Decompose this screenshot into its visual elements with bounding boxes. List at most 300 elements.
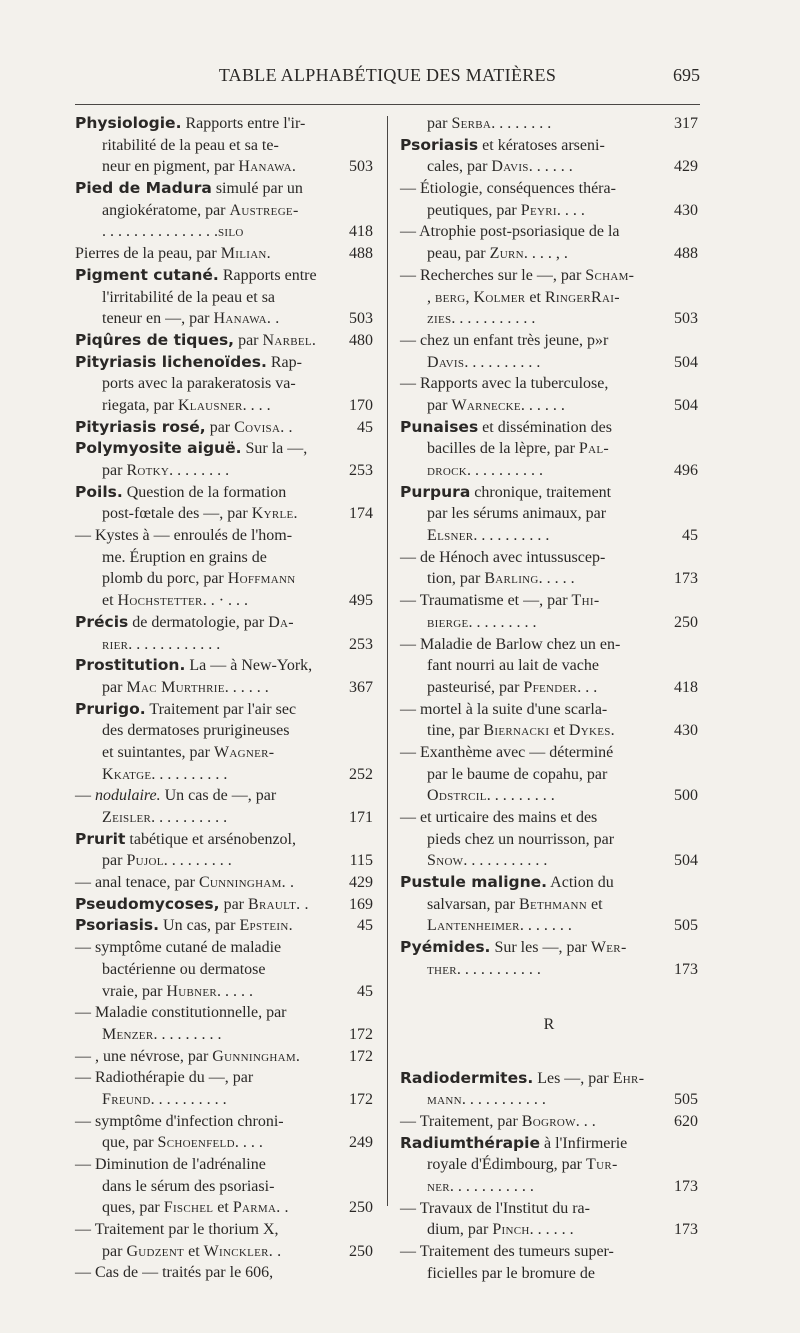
leader-dots: . . . . . . . . . bbox=[468, 613, 537, 631]
page-ref: 500 bbox=[674, 787, 698, 805]
index-entry bbox=[400, 178, 698, 221]
entry-line bbox=[400, 677, 698, 699]
entry-line bbox=[75, 1132, 373, 1154]
entry-text: ritabilité de la peau et sa te- bbox=[102, 136, 279, 154]
entry-line bbox=[400, 699, 698, 721]
index-entry bbox=[400, 1068, 698, 1111]
entry-text: La — à New-York, bbox=[185, 657, 313, 675]
entry-text: — anal tenace, par bbox=[75, 874, 199, 892]
author-name: Austrege- bbox=[229, 201, 299, 219]
entry-line bbox=[75, 1089, 373, 1111]
entry-text: par bbox=[219, 895, 248, 913]
page-ref: 172 bbox=[349, 1025, 373, 1043]
page-ref: 253 bbox=[349, 462, 373, 479]
page-ref: 45 bbox=[357, 917, 373, 935]
entry-text: par bbox=[102, 1242, 127, 1260]
author-name: Peyri bbox=[520, 201, 557, 219]
author-name: Bethmann bbox=[518, 895, 588, 913]
leader-dots: . . . . . . . bbox=[519, 917, 572, 935]
page-ref: 170 bbox=[349, 396, 373, 414]
entry-line bbox=[400, 959, 698, 981]
index-entry bbox=[400, 330, 698, 373]
page-ref: 173 bbox=[674, 1177, 698, 1195]
entry-text: Rapports entre bbox=[218, 266, 317, 284]
index-entry bbox=[400, 872, 698, 937]
entry-line bbox=[75, 482, 373, 504]
entry-text: Un cas, par bbox=[159, 917, 240, 935]
index-entry bbox=[400, 547, 698, 590]
entry-headword: Psoriasis. bbox=[75, 916, 160, 935]
entry-text: bacilles de la lèpre, par bbox=[427, 440, 579, 458]
entry-text: tine, par bbox=[427, 722, 484, 740]
leader-dots: . . . . . . . . . . . bbox=[456, 960, 541, 978]
entry-text: par bbox=[102, 678, 127, 696]
page-ref: 503 bbox=[349, 158, 373, 176]
page-number: 695 bbox=[673, 65, 700, 85]
index-entry bbox=[75, 699, 373, 786]
entry-line bbox=[75, 590, 373, 612]
index-entry bbox=[400, 135, 698, 178]
section-letter: R bbox=[543, 1015, 555, 1033]
entry-line bbox=[400, 156, 698, 178]
entry-text: ficielles par le bromure de bbox=[427, 1264, 595, 1282]
index-entry bbox=[75, 1262, 373, 1284]
index-entry bbox=[75, 1154, 373, 1219]
leader-dots: . . . . . . . . . . . . bbox=[128, 635, 221, 653]
entry-line bbox=[400, 525, 698, 547]
entry-line bbox=[75, 785, 373, 807]
author-name: Da- bbox=[268, 613, 294, 631]
author-name: Snow bbox=[427, 852, 464, 870]
entry-text: Rapports entre l'ir- bbox=[181, 115, 306, 132]
page-ref: 115 bbox=[349, 852, 373, 870]
index-entry bbox=[400, 373, 698, 416]
index-entry bbox=[75, 243, 373, 265]
entry-line bbox=[75, 1046, 373, 1068]
leader-dots: . . . . . . . . . . . bbox=[451, 310, 536, 328]
entry-line bbox=[400, 1219, 698, 1241]
entry-headword: Polymyosite aiguë. bbox=[75, 439, 242, 458]
index-entry bbox=[400, 113, 698, 135]
index-entry bbox=[75, 915, 373, 937]
entry-text: Les —, par bbox=[533, 1069, 613, 1087]
entry-line bbox=[400, 742, 698, 764]
index-entry bbox=[400, 807, 698, 872]
page-ref: 504 bbox=[674, 396, 698, 414]
author-name: Wer- bbox=[590, 939, 627, 957]
entry-line bbox=[75, 525, 373, 547]
leader-dots: . . . . bbox=[556, 201, 585, 219]
author-name: Davis bbox=[491, 158, 529, 176]
entry-line bbox=[400, 764, 698, 786]
page-ref: 429 bbox=[674, 158, 698, 176]
page-ref: 45 bbox=[357, 982, 373, 1000]
entry-line bbox=[400, 937, 698, 959]
author-name: Wagner- bbox=[213, 743, 275, 761]
index-entry bbox=[75, 1219, 373, 1262]
author-name: silo bbox=[218, 223, 244, 241]
author-name: Kkatge bbox=[102, 765, 152, 783]
author-name: ner bbox=[427, 1177, 450, 1195]
entry-line bbox=[75, 547, 373, 569]
entry-text: — Kystes à — enroulés de l'hom- bbox=[75, 527, 293, 545]
entry-headword: Purpura bbox=[400, 482, 471, 501]
index-entry bbox=[400, 937, 698, 980]
entry-line bbox=[75, 352, 373, 374]
page-ref: 173 bbox=[674, 960, 698, 978]
index-entry bbox=[400, 417, 698, 482]
entry-line bbox=[75, 1002, 373, 1024]
entry-text: par bbox=[102, 462, 127, 479]
author-name: Scham- bbox=[585, 266, 635, 284]
entry-text: pieds chez un nourrisson, par bbox=[427, 830, 615, 848]
leader-dots: . . . . . . . . . . bbox=[467, 462, 544, 479]
entry-line bbox=[75, 460, 373, 482]
author-name: Fischel bbox=[163, 1199, 214, 1217]
page-ref: 172 bbox=[349, 1090, 373, 1108]
author-name: Biernacki bbox=[483, 722, 550, 740]
entry-text: vraie, par bbox=[102, 982, 167, 1000]
author-name: Pfender bbox=[523, 678, 578, 696]
entry-line bbox=[75, 677, 373, 699]
page-ref: 317 bbox=[674, 115, 698, 132]
page-ref: 169 bbox=[349, 895, 373, 913]
entry-line bbox=[75, 807, 373, 829]
entry-headword: Pseudomycoses, bbox=[75, 894, 220, 913]
entry-line bbox=[400, 634, 698, 656]
index-entry bbox=[75, 113, 373, 178]
leader-dots: . . . . . . bbox=[529, 1221, 574, 1239]
entry-line bbox=[400, 850, 698, 872]
index-entry bbox=[75, 655, 373, 698]
leader-dots: . . . . . . . . . . . bbox=[461, 1091, 546, 1109]
entry-line bbox=[75, 894, 373, 916]
page-ref: 505 bbox=[674, 917, 698, 935]
author-name: Pujol bbox=[126, 852, 164, 870]
column-divider bbox=[387, 116, 388, 1206]
index-entry bbox=[400, 265, 698, 330]
entry-line bbox=[400, 720, 698, 742]
entry-headword: Piqûres de tiques, bbox=[75, 330, 235, 349]
entry-text: neur en pigment, par bbox=[102, 158, 239, 176]
entry-line bbox=[75, 373, 373, 395]
entry-text: — mortel à la suite d'une scarla- bbox=[400, 700, 608, 718]
entry-line bbox=[75, 178, 373, 200]
entry-text: l'irritabilité de la peau et sa bbox=[102, 288, 276, 306]
entry-line bbox=[400, 352, 698, 374]
author-name: Menzer bbox=[102, 1025, 154, 1043]
leader-dots: . . . . . bbox=[538, 570, 575, 588]
entry-line bbox=[400, 915, 698, 937]
page-ref: 495 bbox=[349, 592, 373, 610]
entry-text: et bbox=[184, 1242, 204, 1260]
author-name: Kolmer bbox=[473, 288, 526, 306]
author-name: Zeisler bbox=[102, 809, 152, 826]
page-ref: 418 bbox=[349, 223, 373, 241]
entry-text: de dermatologie, par bbox=[128, 613, 269, 631]
author-name: Freund bbox=[102, 1090, 151, 1108]
entry-text: bactérienne ou dermatose bbox=[102, 960, 266, 978]
entry-line bbox=[400, 547, 698, 569]
index-entry bbox=[400, 590, 698, 633]
index-entry bbox=[75, 178, 373, 243]
page-ref: 250 bbox=[349, 1242, 373, 1260]
index-entry bbox=[75, 525, 373, 612]
entry-line bbox=[400, 590, 698, 612]
entry-line bbox=[400, 1068, 698, 1090]
entry-line bbox=[75, 156, 373, 178]
entry-line bbox=[400, 308, 698, 330]
entry-text: ques, par bbox=[102, 1199, 164, 1217]
page-ref: 503 bbox=[674, 310, 698, 328]
entry-text: dium, par bbox=[427, 1221, 493, 1239]
entry-line bbox=[400, 482, 698, 504]
author-name: Dykes. bbox=[568, 722, 615, 740]
entry-text: peau, par bbox=[427, 245, 490, 263]
entry-line bbox=[400, 200, 698, 222]
page-ref: 503 bbox=[349, 310, 373, 328]
entry-text: — Traitement, par bbox=[400, 1112, 522, 1130]
entry-text: Pierres de la peau, par bbox=[75, 245, 221, 263]
entry-line bbox=[75, 720, 373, 742]
entry-line bbox=[400, 1133, 698, 1155]
entry-line bbox=[75, 1219, 373, 1241]
leader-dots: . bbox=[273, 1242, 282, 1260]
entry-line bbox=[400, 113, 698, 135]
leader-dots: . . . . . . bbox=[528, 158, 573, 176]
page-ref: 45 bbox=[357, 418, 373, 436]
page-ref: 504 bbox=[674, 353, 698, 371]
entry-line bbox=[75, 135, 373, 157]
entry-text: tion, par bbox=[427, 570, 485, 588]
entry-headword: Pityriasis lichenoïdes. bbox=[75, 352, 267, 371]
entry-line bbox=[75, 1197, 373, 1219]
author-name: mann bbox=[427, 1091, 462, 1109]
entry-text: teneur en —, par bbox=[102, 310, 214, 328]
entry-line bbox=[75, 1176, 373, 1198]
entry-line bbox=[75, 287, 373, 309]
index-entry bbox=[75, 1067, 373, 1110]
index-entry bbox=[75, 872, 373, 894]
entry-line bbox=[75, 265, 373, 287]
entry-text: — Travaux de l'Institut du ra- bbox=[400, 1199, 590, 1217]
entry-line bbox=[400, 265, 698, 287]
entry-headword: Prurit bbox=[75, 829, 126, 848]
entry-headword: Physiologie. bbox=[75, 114, 182, 132]
entry-text: — de Hénoch avec intussuscep- bbox=[400, 548, 606, 566]
entry-text: royale d'Édimbourg, par bbox=[427, 1156, 586, 1174]
page-ref: 480 bbox=[349, 331, 373, 349]
leader-dots: . bbox=[285, 874, 294, 892]
entry-text: — Traitement par le thorium X, bbox=[75, 1221, 279, 1239]
entry-line bbox=[75, 937, 373, 959]
entry-text: et bbox=[102, 592, 118, 610]
entry-text: — Cas de — traités par le 606, bbox=[75, 1264, 274, 1282]
author-name: Serba bbox=[451, 115, 492, 132]
author-name: Covisa. bbox=[234, 418, 285, 436]
entry-text: et dissémination des bbox=[478, 418, 612, 436]
author-name: berg bbox=[435, 288, 466, 306]
leader-dots: . . . . . . . . . . . bbox=[463, 852, 548, 870]
entry-line bbox=[75, 959, 373, 981]
entry-line bbox=[75, 872, 373, 894]
index-entry bbox=[75, 330, 373, 352]
leader-dots: . . . bbox=[577, 678, 598, 696]
left-column bbox=[75, 113, 373, 1284]
entry-text: par bbox=[427, 115, 452, 132]
leader-dots: . . . . . . . . . . bbox=[464, 353, 541, 371]
entry-line bbox=[400, 612, 698, 634]
entry-text: Sur les —, par bbox=[490, 939, 591, 957]
index-entry bbox=[400, 634, 698, 699]
page-ref: 367 bbox=[349, 678, 373, 696]
page-ref: 250 bbox=[674, 613, 698, 631]
author-name: Hanawa. bbox=[238, 158, 297, 176]
entry-line bbox=[75, 200, 373, 222]
author-name: Mac Murthrie bbox=[126, 678, 225, 696]
entry-text: — et urticaire des mains et des bbox=[400, 809, 598, 826]
entry-line bbox=[75, 1067, 373, 1089]
author-name: Odstrcil bbox=[427, 787, 487, 805]
page-ref: 45 bbox=[682, 527, 698, 545]
entry-line bbox=[400, 438, 698, 460]
page-ref: 173 bbox=[674, 570, 698, 588]
entry-text: simulé par un bbox=[211, 180, 303, 198]
entry-text: que, par bbox=[102, 1134, 158, 1152]
author-name: Epstein. bbox=[239, 917, 293, 935]
leader-dots: . . . . . . bbox=[520, 396, 565, 414]
leader-dots: . . . . bbox=[242, 396, 271, 414]
leader-dots: . bbox=[280, 1199, 289, 1217]
leader-dots: . . . . . . . . bbox=[491, 115, 552, 132]
author-name: rier bbox=[102, 635, 129, 653]
author-name: Pal- bbox=[578, 440, 610, 458]
entry-text: chronique, traitement bbox=[470, 483, 612, 501]
entry-line bbox=[400, 373, 698, 395]
author-name: Hanawa. bbox=[213, 310, 272, 328]
entry-line bbox=[75, 243, 373, 265]
author-name: Zurn bbox=[489, 245, 524, 263]
entry-line bbox=[400, 568, 698, 590]
author-name: Thi- bbox=[571, 592, 600, 610]
leader-dots: . . · . . . bbox=[202, 592, 249, 610]
header-rule bbox=[75, 104, 700, 105]
index-entry bbox=[400, 1133, 698, 1198]
entry-text: — Maladie de Barlow chez un en- bbox=[400, 635, 621, 653]
running-title: TABLE ALPHABÉTIQUE DES MATIÈRES bbox=[218, 65, 557, 85]
entry-text: — Traumatisme et —, par bbox=[400, 592, 572, 610]
author-name: Tur- bbox=[586, 1156, 618, 1174]
leader-dots: . . . . . . . . . . bbox=[150, 1090, 227, 1108]
entry-text: à l'Infirmerie bbox=[539, 1134, 628, 1152]
entry-text: fant nourri au lait de vache bbox=[427, 657, 599, 675]
leader-dots: . bbox=[271, 310, 280, 328]
author-name: Narbel. bbox=[262, 331, 317, 349]
entry-line bbox=[400, 417, 698, 439]
author-name: Bogrow bbox=[521, 1112, 576, 1130]
entry-text: ports avec la parakeratosis va- bbox=[102, 375, 296, 393]
entry-line bbox=[400, 894, 698, 916]
entry-line bbox=[400, 1154, 698, 1176]
author-name: Gudzent bbox=[126, 1242, 185, 1260]
page-ref: 172 bbox=[349, 1047, 373, 1065]
index-entry bbox=[75, 417, 373, 439]
index-entry bbox=[75, 1111, 373, 1154]
author-name: Schoenfeld bbox=[157, 1134, 235, 1152]
author-name: Brault. bbox=[248, 895, 301, 913]
entry-text: des dermatoses prurigineuses bbox=[102, 722, 290, 740]
entry-text: dans le sérum des psoriasi- bbox=[102, 1177, 275, 1195]
index-entry bbox=[75, 265, 373, 330]
index-entry bbox=[75, 1002, 373, 1045]
leader-dots: . . . . . . . . . bbox=[486, 787, 555, 805]
page-ref: 252 bbox=[349, 765, 373, 783]
leader-dots: . . . . , . bbox=[523, 245, 568, 263]
entry-text: Action du bbox=[547, 874, 614, 892]
entry-italic: nodulaire. bbox=[95, 787, 161, 805]
entry-line bbox=[400, 1263, 698, 1285]
entry-line bbox=[400, 1089, 698, 1111]
page-header bbox=[75, 62, 700, 88]
entry-text: peutiques, par bbox=[427, 201, 521, 219]
entry-line bbox=[400, 178, 698, 200]
entry-text: et bbox=[525, 288, 545, 306]
author-name: Elsner bbox=[427, 527, 474, 545]
index-entry bbox=[400, 1111, 698, 1133]
entry-headword: Poils. bbox=[75, 482, 123, 501]
entry-text: et bbox=[549, 722, 569, 740]
author-name: Hochstetter bbox=[117, 592, 203, 610]
leader-dots: . bbox=[284, 418, 293, 436]
author-name: Gunningham. bbox=[212, 1047, 301, 1065]
entry-line bbox=[400, 503, 698, 525]
entry-text: et bbox=[213, 1199, 233, 1217]
entry-text: et suintantes, par bbox=[102, 743, 214, 761]
entry-line bbox=[400, 655, 698, 677]
author-name: Cunningham. bbox=[198, 874, 286, 892]
page-ref: 488 bbox=[674, 245, 698, 263]
entry-line bbox=[75, 915, 373, 937]
entry-line bbox=[75, 655, 373, 677]
leader-dots: . . . . . . . . . . bbox=[151, 809, 228, 826]
entry-line bbox=[75, 981, 373, 1003]
leader-dots: . . . . . . . . . . . bbox=[449, 1177, 534, 1195]
entry-line bbox=[400, 395, 698, 417]
entry-line bbox=[400, 1111, 698, 1133]
page-ref: 488 bbox=[349, 245, 373, 263]
entry-headword: Pyémides. bbox=[400, 938, 491, 957]
entry-text: — chez un enfant très jeune, p»r bbox=[400, 331, 609, 349]
entry-text: par bbox=[102, 852, 127, 870]
entry-text: Un cas de —, par bbox=[160, 787, 277, 805]
entry-text: et bbox=[587, 895, 603, 913]
entry-line bbox=[75, 1262, 373, 1284]
author-name: Hoffmann bbox=[227, 570, 296, 588]
entry-line bbox=[75, 634, 373, 656]
index-entry bbox=[75, 829, 373, 872]
entry-text: cales, par bbox=[427, 158, 492, 176]
entry-text: par bbox=[205, 418, 235, 436]
entry-line bbox=[75, 568, 373, 590]
entry-text: — symptôme cutané de maladie bbox=[75, 939, 282, 957]
entry-text: par les sérums animaux, par bbox=[427, 505, 607, 523]
entry-text: — Maladie constitutionnelle, par bbox=[75, 1004, 287, 1022]
author-name: Rotky bbox=[126, 462, 170, 479]
entry-text: Rap- bbox=[266, 353, 302, 371]
author-name: Warnecke bbox=[451, 396, 521, 414]
entry-headword: Pied de Madura bbox=[75, 179, 212, 198]
entry-line bbox=[75, 417, 373, 439]
